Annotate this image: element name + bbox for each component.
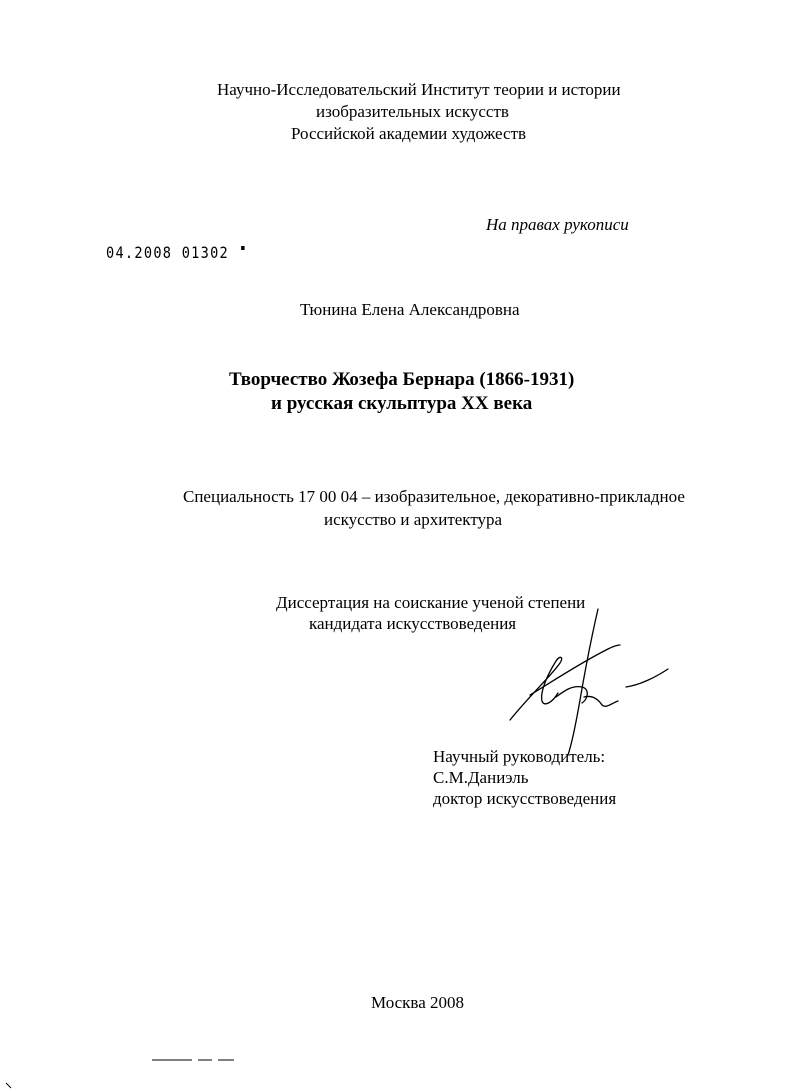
thesis-title-line-1: Творчество Жозефа Бернара (1866-1931) [229, 369, 575, 390]
code-mark-dot [241, 246, 244, 250]
registration-code [106, 243, 244, 262]
institute-name-line-2: изобразительных искусств [316, 102, 509, 121]
author-name: Тюнина Елена Александровна [300, 300, 520, 319]
scan-artifact-marks [0, 1050, 260, 1090]
specialty-line-1: Специальность 17 00 04 – изобразительное, декоративно-прикладное [183, 487, 685, 506]
supervisor-name: С.М.Даниэль [433, 768, 529, 787]
institute-name-line-1: Научно-Исследовательский Институт теории и истории [217, 80, 621, 99]
institute-name-line-3: Российской академии художеств [291, 124, 527, 143]
supervisor-degree: доктор искусствоведения [433, 789, 617, 808]
specialty-line-2: искусство и архитектура [324, 510, 503, 529]
dissertation-line-2: кандидата искусствоведения [309, 614, 517, 633]
supervisor-label: Научный руководитель: [433, 747, 606, 766]
registration-code-text: 04.2008 01302 [106, 243, 230, 262]
handwritten-signature [500, 605, 675, 765]
city-and-year: Москва 2008 [371, 993, 465, 1012]
dissertation-line-1: Диссертация на соискание ученой степени [276, 593, 586, 612]
thesis-title-line-2: и русская скульптура XX века [271, 393, 533, 414]
manuscript-rights-note: На правах рукописи [486, 215, 629, 234]
